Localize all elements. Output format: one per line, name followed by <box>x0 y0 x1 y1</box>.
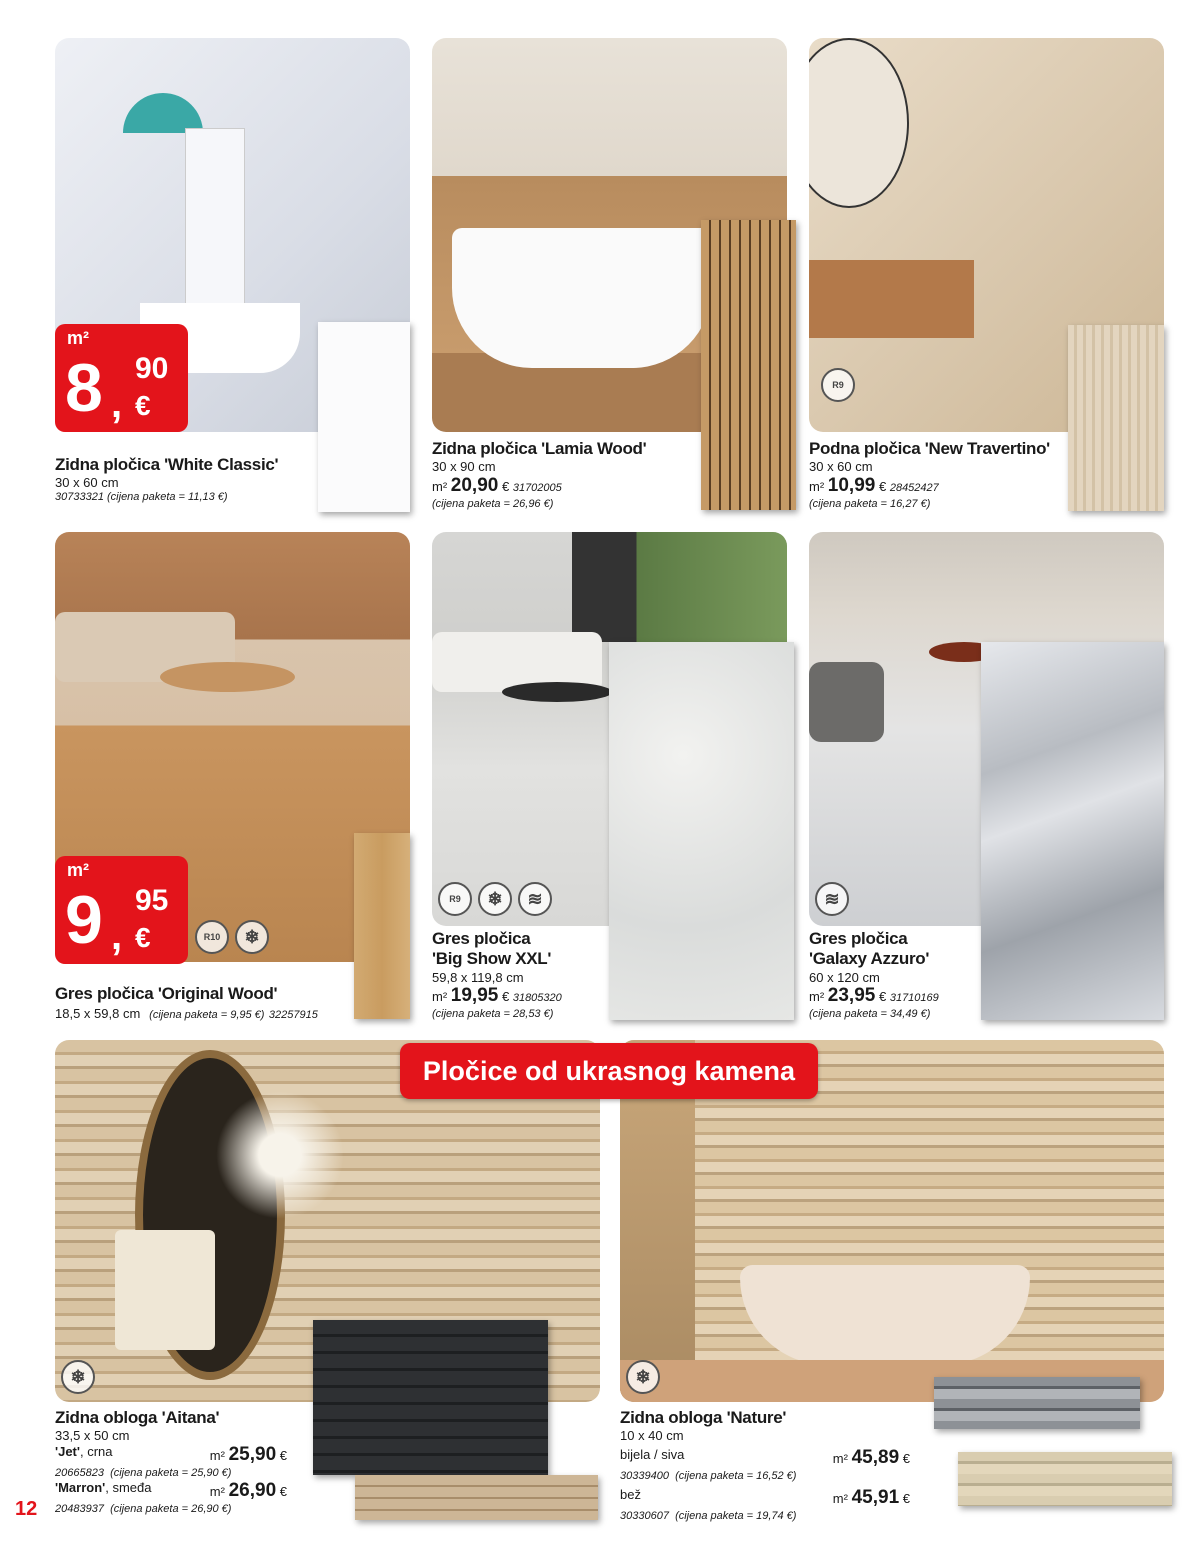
product-title: Podna pločica 'New Travertino' <box>809 439 1050 458</box>
product-info-original-wood <box>55 984 318 1024</box>
vanity-cabinet <box>809 260 974 338</box>
product-info-galaxy-azzuro <box>809 929 939 1021</box>
tile-sample-original-wood <box>354 833 410 1019</box>
currency-label: € <box>135 922 151 953</box>
product-size: 59,8 x 119,8 cm <box>432 969 524 985</box>
package-price: (cijena paketa = 26,96 €) <box>432 497 554 510</box>
product-title-line1: Gres pločica <box>809 929 908 948</box>
price-decimals: 95 <box>135 884 169 917</box>
product-size: 30 x 60 cm <box>55 475 119 491</box>
coffee-table <box>160 662 295 692</box>
product-title-line2: 'Galaxy Azzuro' <box>809 949 930 969</box>
underfloor-heating-icon: ≋ <box>815 882 849 916</box>
section-banner: Pločice od ukrasnog kamena <box>400 1043 818 1099</box>
product-title-line2: 'Big Show XXL' <box>432 949 552 969</box>
article-line: 20483937 (cijena paketa = 26,90 €) <box>55 1502 232 1515</box>
article-line: 30339400 (cijena paketa = 16,52 €) <box>620 1469 797 1482</box>
bathtub <box>452 228 712 368</box>
product-info-lamia-wood <box>432 439 646 511</box>
frost-resistant-icon: ❄ <box>626 1360 660 1394</box>
tile-sample-nature-beige <box>958 1452 1172 1506</box>
orchid-flowers <box>205 1080 355 1230</box>
price-line: m² 20,90 € 31702005 <box>432 474 562 496</box>
tile-sample-nature-grey <box>934 1377 1140 1429</box>
price-line: m² 10,99 € 28452427 <box>809 474 939 496</box>
tile-sample-galaxy-azzuro <box>981 642 1164 1020</box>
price-badge-white-classic <box>55 324 188 432</box>
tile-sample-lamia-wood <box>701 220 796 510</box>
product-title: Gres pločica 'Original Wood' <box>55 984 278 1003</box>
size-article-line: 18,5 x 59,8 cm (cijena paketa = 9,95 €) 32257915 <box>55 1006 318 1022</box>
price-line: m² 23,95 € 31710169 <box>809 985 939 1007</box>
lamp-shade <box>115 1230 215 1350</box>
frost-resistant-icon: ❄ <box>61 1360 95 1394</box>
plant-window <box>572 532 787 642</box>
armchair <box>809 662 884 742</box>
article-line: 30733321 (cijena paketa = 11,13 €) <box>55 490 228 503</box>
currency-label: € <box>135 390 151 421</box>
product-size: 10 x 40 cm <box>620 1428 684 1444</box>
round-mirror <box>809 38 909 208</box>
variant-marron: 'Marron', smeđa m² 26,90 € <box>55 1479 287 1501</box>
slip-resistance-r9-icon: R9 <box>438 882 472 916</box>
product-info-aitana <box>55 1408 287 1516</box>
product-info-nature <box>620 1408 910 1523</box>
mirror <box>185 128 245 318</box>
variant-jet: 'Jet', crna m² 25,90 € <box>55 1443 287 1465</box>
price-line: m² 19,95 € 31805320 <box>432 985 562 1007</box>
product-title-line1: Gres pločica <box>432 929 531 948</box>
product-size: 30 x 90 cm <box>432 459 496 475</box>
tile-sample-aitana-jet <box>313 1320 548 1475</box>
underfloor-heating-icon: ≋ <box>518 882 552 916</box>
package-price: (cijena paketa = 28,53 €) <box>432 1008 554 1021</box>
price-decimals: 90 <box>135 352 169 385</box>
unit-label: m² <box>67 328 89 348</box>
decimal-comma: , <box>111 914 123 958</box>
product-info-white-classic <box>55 455 278 504</box>
tile-sample-white-classic <box>318 322 410 512</box>
product-size: 33,5 x 50 cm <box>55 1428 130 1444</box>
frost-resistant-icon: ❄ <box>478 882 512 916</box>
product-info-new-travertino <box>809 439 1050 511</box>
price-integer: 8 <box>65 350 103 426</box>
product-title: Zidna obloga 'Nature' <box>620 1408 787 1427</box>
pendant-lamp <box>123 93 203 133</box>
tile-sample-big-show-xxl <box>609 642 794 1020</box>
price-badge-original-wood <box>55 856 188 964</box>
package-price: (cijena paketa = 16,27 €) <box>809 497 931 510</box>
product-size: 60 x 120 cm <box>809 969 880 985</box>
decimal-comma: , <box>111 382 123 426</box>
tile-sample-aitana-marron <box>355 1475 598 1520</box>
slip-resistance-r10-icon: R10 <box>195 920 229 954</box>
price-integer: 9 <box>65 882 103 958</box>
article-line: 20665823 (cijena paketa = 25,90 €) <box>55 1466 232 1479</box>
coffee-table <box>502 682 612 702</box>
product-title: Zidna obloga 'Aitana' <box>55 1408 220 1427</box>
tile-sample-new-travertino <box>1068 325 1164 511</box>
package-price: (cijena paketa = 34,49 €) <box>809 1008 931 1021</box>
slip-resistance-r9-icon: R9 <box>821 368 855 402</box>
product-info-big-show-xxl <box>432 929 562 1021</box>
article-line: 30330607 (cijena paketa = 19,74 €) <box>620 1509 797 1522</box>
product-title: Zidna pločica 'Lamia Wood' <box>432 439 647 458</box>
unit-label: m² <box>67 860 89 880</box>
variant-white-grey: bijela / siva m² 45,89 € <box>620 1446 910 1468</box>
bathtub <box>740 1265 1030 1365</box>
variant-beige: bež m² 45,91 € <box>620 1486 910 1508</box>
page-number: 12 <box>15 1498 38 1520</box>
product-size: 30 x 60 cm <box>809 459 873 475</box>
product-title: Zidna pločica 'White Classic' <box>55 455 279 474</box>
frost-resistant-icon: ❄ <box>235 920 269 954</box>
